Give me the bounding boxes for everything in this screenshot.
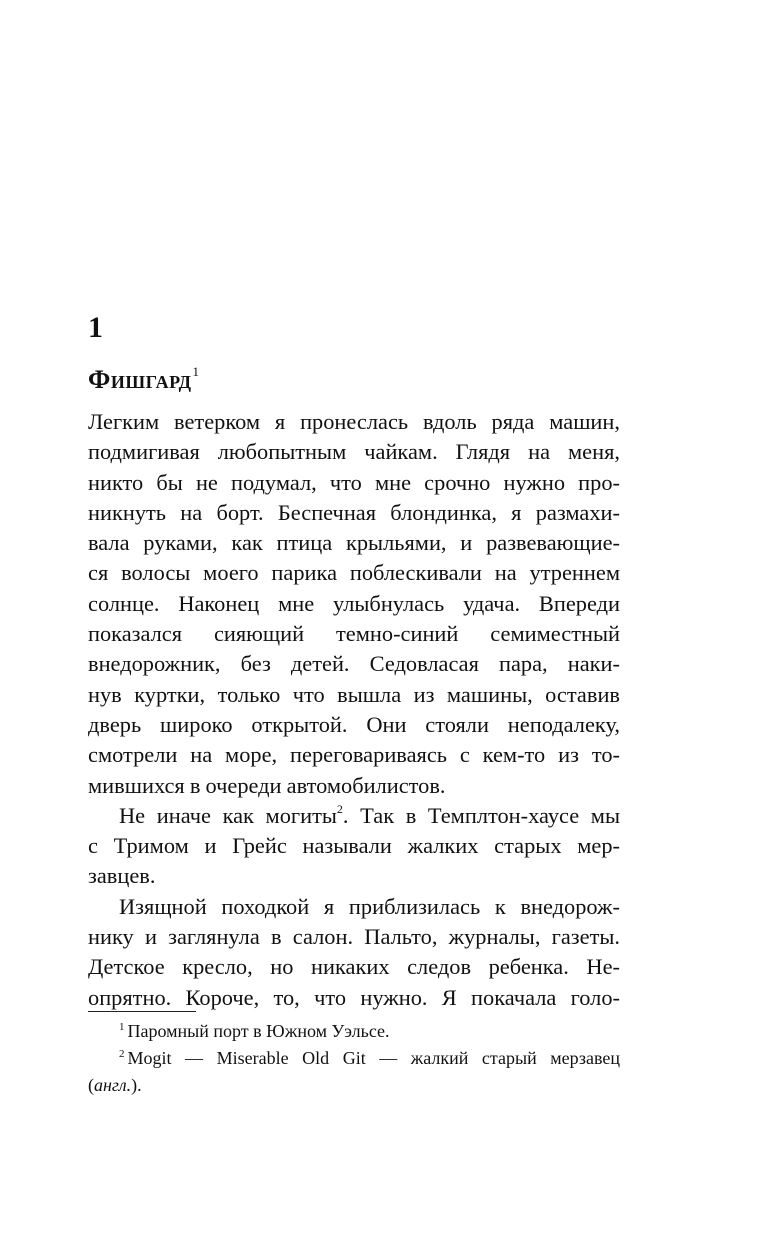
text-line: нику и заглянула в салон. Пальто, журналы, газеты. bbox=[88, 924, 620, 950]
text-line: вала руками, как птица крыльями, и развевающие- bbox=[88, 530, 620, 556]
text-line: опрятно. Короче, то, что нужно. Я покачала голо- bbox=[88, 984, 620, 1010]
text-line: Изящной походкой я приблизилась к внедорож- bbox=[119, 893, 620, 919]
text-line: смотрели на море, переговариваясь с кем-то из то- bbox=[88, 742, 620, 768]
text-span: Не иначе как могиты bbox=[119, 802, 337, 828]
footnote-2 bbox=[88, 1045, 620, 1099]
footnote-text: Паромный порт в Южном Уэльсе. bbox=[127, 1021, 390, 1041]
paragraph-2 bbox=[88, 801, 620, 892]
text-line: с Тримом и Грейс называли жалких старых мер- bbox=[88, 833, 620, 859]
book-page bbox=[88, 0, 620, 1241]
footnote-line bbox=[88, 1018, 620, 1045]
text-line: мившихся в очереди автомобилистов. bbox=[88, 772, 446, 798]
text-line: внедорожник, без детей. Седовласая пара, наки- bbox=[88, 651, 620, 677]
footnote-language-note: англ. bbox=[94, 1075, 132, 1095]
text-line: дверь широко открытой. Они стояли неподалеку, bbox=[88, 711, 620, 737]
text-line: Детское кресло, но никаких следов ребенка. Не- bbox=[88, 954, 620, 980]
text-line: ся волосы моего парика поблескивали на утреннем bbox=[88, 560, 620, 586]
text-line: завцев. bbox=[88, 863, 156, 889]
footnote-text: ). bbox=[131, 1075, 142, 1095]
text-line: подмигивая любопытным чайкам. Глядя на меня, bbox=[88, 439, 620, 465]
chapter-title-text: Фишгард bbox=[88, 365, 192, 394]
footnotes bbox=[88, 1018, 620, 1099]
footnote-ref-2: 2 bbox=[336, 801, 343, 816]
footnote-1 bbox=[88, 1018, 620, 1045]
footnote-text: ( bbox=[88, 1075, 94, 1095]
paragraph-3 bbox=[88, 892, 620, 1013]
footnote-text: Mogit — Miserable Old Git — жалкий старый мерзавец bbox=[127, 1048, 620, 1068]
footnote-divider bbox=[88, 1011, 196, 1012]
text-line: нув куртки, только что вышла из машины, оставив bbox=[88, 681, 620, 707]
text-line: никто бы не подумал, что мне срочно нужно про- bbox=[88, 469, 620, 495]
text-line: солнце. Наконец мне улыбнулась удача. Впереди bbox=[88, 590, 620, 616]
paragraph-1 bbox=[88, 407, 620, 801]
footnote-line bbox=[88, 1072, 620, 1099]
text-line: никнуть на борт. Беспечная блондинка, я размахи- bbox=[88, 499, 620, 525]
text-span: . Так в Темплтон-хаусе мы bbox=[342, 802, 621, 828]
text-line: Легким ветерком я пронеслась вдоль ряда машин, bbox=[88, 409, 620, 434]
chapter-title bbox=[88, 355, 199, 397]
footnote-marker: 2 bbox=[119, 1048, 125, 1060]
text-line: показался сияющий темно-синий семиместный bbox=[88, 621, 620, 647]
footnote-ref-1: 1 bbox=[192, 364, 200, 379]
chapter-number: 1 bbox=[88, 311, 103, 344]
text-line bbox=[88, 801, 620, 831]
footnote-marker: 1 bbox=[119, 1021, 125, 1033]
body-text bbox=[88, 407, 620, 1013]
footnote-line bbox=[88, 1045, 620, 1072]
